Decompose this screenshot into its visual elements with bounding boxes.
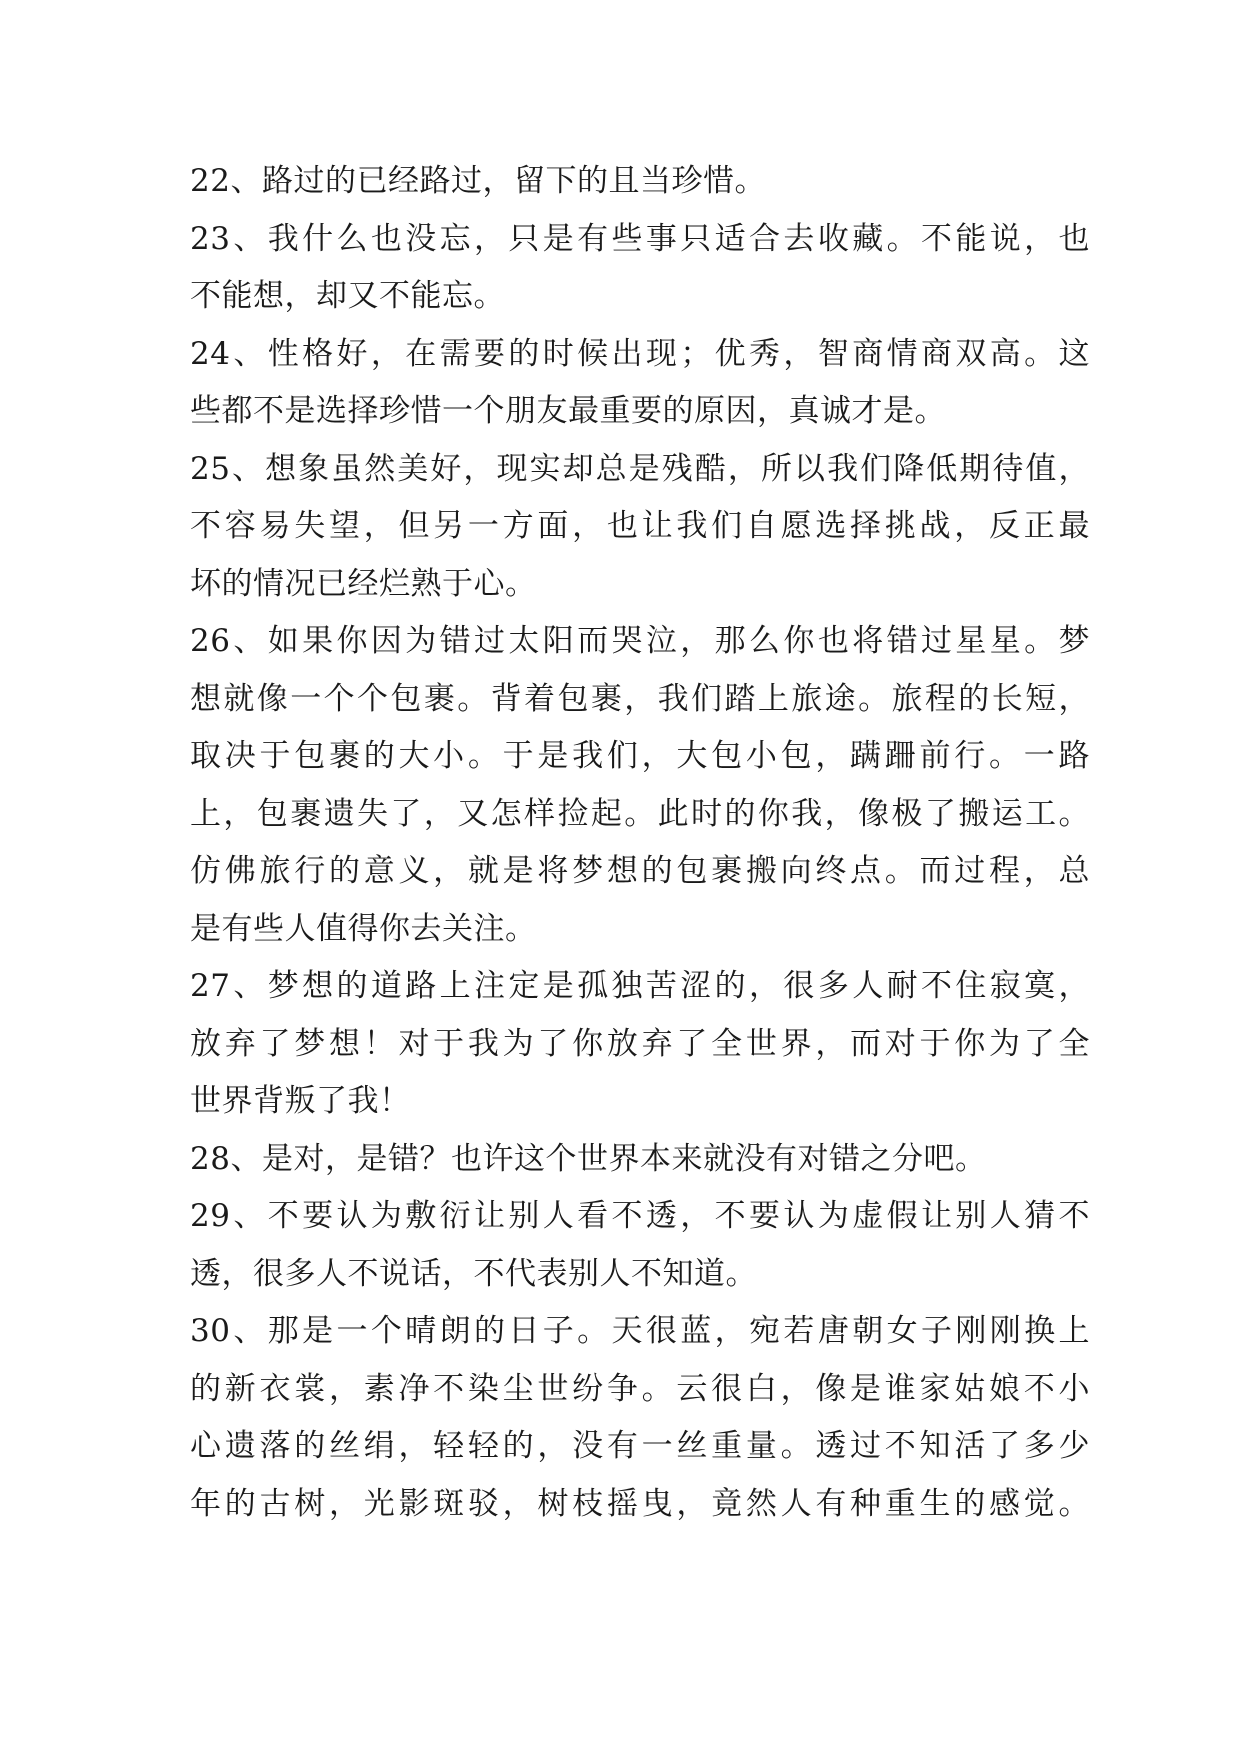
text-line: 25、想象虽然美好，现实却总是残酷，所以我们降低期待值， [190, 450, 1090, 487]
text-line: 取决于包裹的大小。于是我们，大包小包，蹒跚前行。一路 [190, 738, 1090, 774]
text-line: 28、是对，是错？也许这个世界本来就没有对错之分吧。 [190, 1140, 987, 1177]
text-line: 27、梦想的道路上注定是孤独苦涩的，很多人耐不住寂寞， [190, 968, 1090, 1004]
text-line: 23、我什么也没忘，只是有些事只适合去收藏。不能说，也 [190, 220, 1090, 257]
text-line: 上，包裹遗失了，又怎样捡起。此时的你我，像极了搬运工。 [190, 795, 1090, 832]
text-line: 26、如果你因为错过太阳而哭泣，那么你也将错过星星。梦 [190, 623, 1090, 659]
text-line: 22、路过的已经路过，留下的且当珍惜。 [190, 163, 766, 199]
text-line: 想就像一个个包裹。背着包裹，我们踏上旅途。旅程的长短， [190, 680, 1090, 717]
text-line: 世界背叛了我！ [190, 1083, 411, 1119]
document-body [190, 153, 1090, 1533]
text-line: 是有些人值得你去关注。 [190, 910, 537, 947]
text-line: 透，很多人不说话，不代表别人不知道。 [190, 1255, 757, 1292]
text-line: 的新衣裳，素净不染尘世纷争。云很白，像是谁家姑娘不小 [190, 1370, 1090, 1407]
text-line: 坏的情况已经烂熟于心。 [190, 565, 537, 602]
text-line: 放弃了梦想！对于我为了你放弃了全世界，而对于你为了全 [190, 1025, 1090, 1062]
text-line: 年的古树，光影斑驳，树枝摇曳，竟然人有种重生的感觉。 [190, 1485, 1090, 1522]
text-line: 不容易失望，但另一方面，也让我们自愿选择挑战，反正最 [190, 508, 1090, 544]
text-line: 29、不要认为敷衍让别人看不透，不要认为虚假让别人猜不 [190, 1198, 1090, 1234]
text-line: 不能想，却又不能忘。 [190, 278, 505, 314]
text-line: 些都不是选择珍惜一个朋友最重要的原因，真诚才是。 [190, 393, 946, 429]
text-line: 24、性格好，在需要的时候出现；优秀，智商情商双高。这 [190, 335, 1090, 372]
text-line: 心遗落的丝绢，轻轻的，没有一丝重量。透过不知活了多少 [190, 1428, 1090, 1464]
text-line: 30、那是一个晴朗的日子。天很蓝，宛若唐朝女子刚刚换上 [190, 1313, 1090, 1349]
text-line: 仿佛旅行的意义，就是将梦想的包裹搬向终点。而过程，总 [190, 853, 1090, 889]
